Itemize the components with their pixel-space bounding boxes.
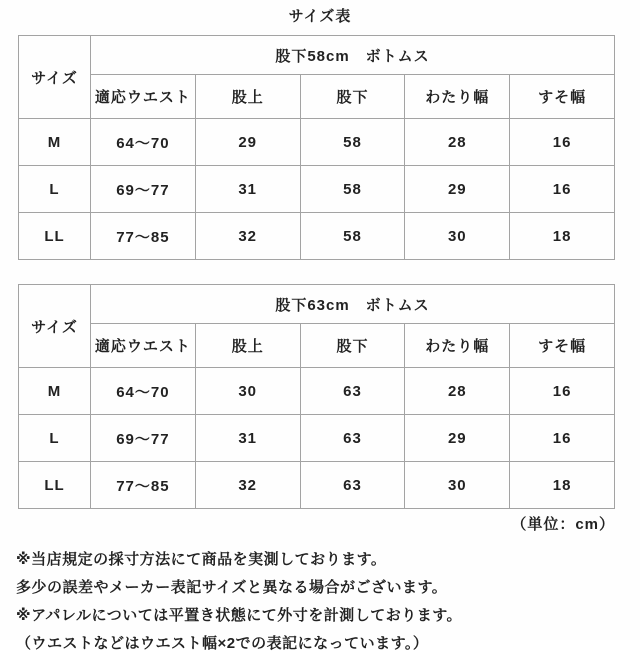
- waist-cell: 64〜70: [91, 119, 196, 166]
- unit-note: （単位：cm）: [511, 516, 615, 533]
- size-table-63cm: [18, 284, 615, 509]
- table-row: [19, 462, 615, 509]
- note-line: ※アパレルについては平置き状態にて外寸を計測しております。: [16, 607, 463, 624]
- thigh-cell: 30: [405, 462, 510, 509]
- size-cell: M: [19, 119, 91, 166]
- column-header-thigh: わたり幅: [405, 324, 510, 368]
- hem-cell: 16: [510, 119, 615, 166]
- rise-cell: 32: [195, 462, 300, 509]
- waist-cell: 77〜85: [91, 213, 196, 260]
- hem-cell: 16: [510, 166, 615, 213]
- waist-cell: 69〜77: [91, 415, 196, 462]
- size-cell: L: [19, 415, 91, 462]
- table-row: [19, 166, 615, 213]
- thigh-cell: 29: [405, 166, 510, 213]
- thigh-cell: 28: [405, 368, 510, 415]
- thigh-cell: 28: [405, 119, 510, 166]
- measurement-notes: [16, 546, 640, 658]
- waist-cell: 64〜70: [91, 368, 196, 415]
- table-row: [19, 213, 615, 260]
- rise-cell: 31: [195, 415, 300, 462]
- size-cell: LL: [19, 462, 91, 509]
- rise-cell: 30: [195, 368, 300, 415]
- inseam-cell: 58: [300, 213, 405, 260]
- column-header-rise: 股上: [195, 324, 300, 368]
- hem-cell: 18: [510, 462, 615, 509]
- note-line: （ウエストなどはウエスト幅×2での表記になっています。）: [16, 635, 429, 652]
- column-header-hem: すそ幅: [510, 75, 615, 119]
- column-header-rise: 股上: [195, 75, 300, 119]
- column-header-inseam: 股下: [300, 324, 405, 368]
- hem-cell: 16: [510, 415, 615, 462]
- inseam-cell: 63: [300, 462, 405, 509]
- rise-cell: 29: [195, 119, 300, 166]
- size-cell: L: [19, 166, 91, 213]
- thigh-cell: 29: [405, 415, 510, 462]
- column-header-inseam: 股下: [300, 75, 405, 119]
- size-column-header: サイズ: [19, 285, 91, 368]
- hem-cell: 16: [510, 368, 615, 415]
- rise-cell: 32: [195, 213, 300, 260]
- table-row: [19, 368, 615, 415]
- inseam-cell: 63: [300, 415, 405, 462]
- column-header-waist: 適応ウエスト: [91, 75, 196, 119]
- thigh-cell: 30: [405, 213, 510, 260]
- table-row: [19, 119, 615, 166]
- inseam-cell: 63: [300, 368, 405, 415]
- note-line: 多少の誤差やメーカー表記サイズと異なる場合がございます。: [16, 579, 448, 596]
- column-header-waist: 適応ウエスト: [91, 324, 196, 368]
- size-column-header: サイズ: [19, 36, 91, 119]
- waist-cell: 77〜85: [91, 462, 196, 509]
- size-cell: M: [19, 368, 91, 415]
- hem-cell: 18: [510, 213, 615, 260]
- column-header-thigh: わたり幅: [405, 75, 510, 119]
- page-title: サイズ表: [288, 8, 352, 25]
- rise-cell: 31: [195, 166, 300, 213]
- group-header-58cm: 股下58cm ボトムス: [91, 36, 615, 75]
- note-line: ※当店規定の採寸方法にて商品を実測しております。: [16, 551, 387, 568]
- size-table-58cm: [18, 35, 615, 260]
- inseam-cell: 58: [300, 119, 405, 166]
- group-header-63cm: 股下63cm ボトムス: [91, 285, 615, 324]
- waist-cell: 69〜77: [91, 166, 196, 213]
- size-cell: LL: [19, 213, 91, 260]
- inseam-cell: 58: [300, 166, 405, 213]
- column-header-hem: すそ幅: [510, 324, 615, 368]
- table-row: [19, 415, 615, 462]
